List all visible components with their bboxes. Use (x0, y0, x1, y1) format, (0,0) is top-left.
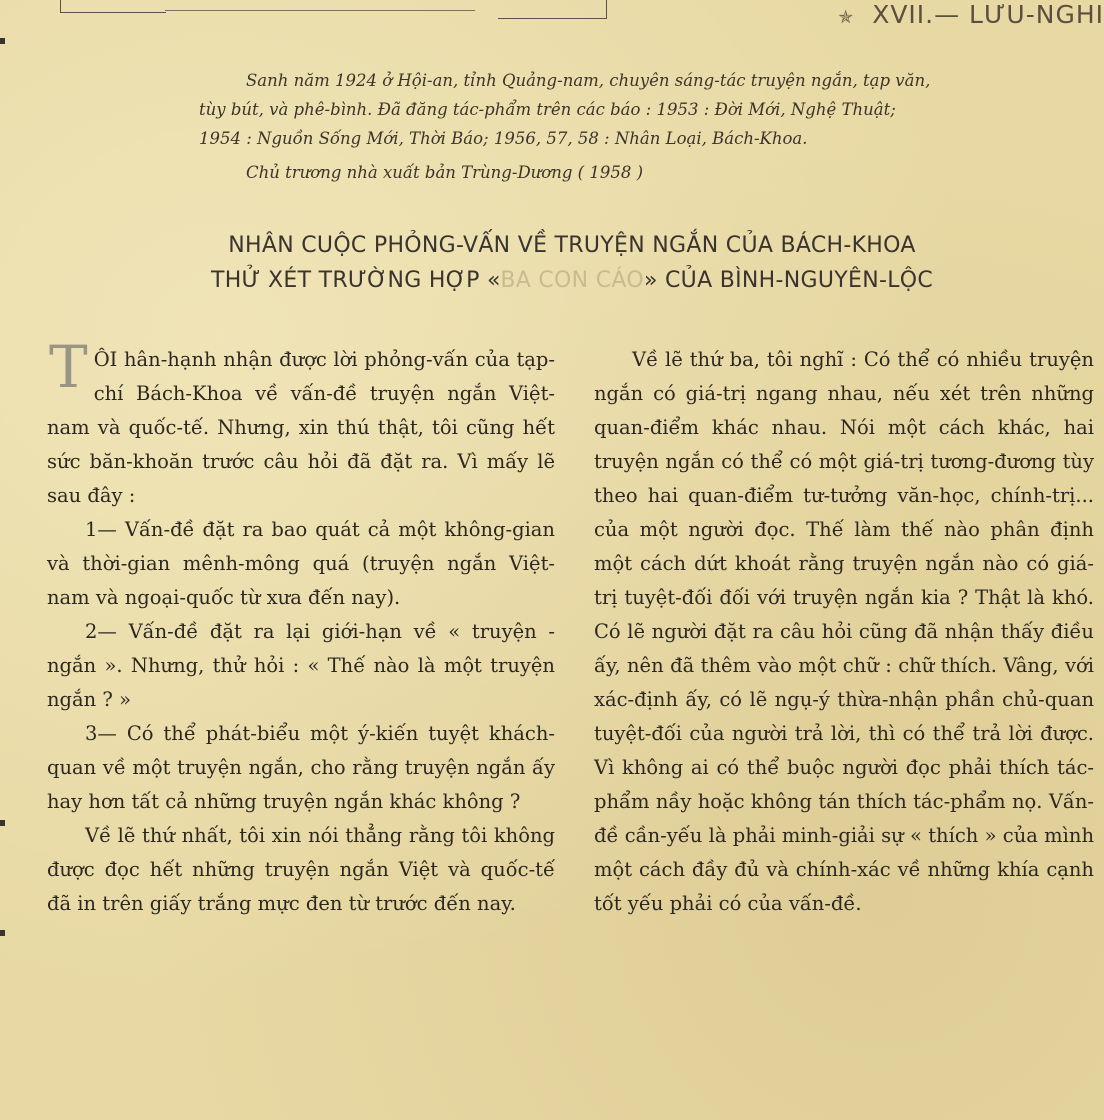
paragraph: 3— Có thể phát-biểu một ý-kiến tuyệt khách-quan về một truyện ngắn, cho rằng truyện ngắn ấy hay hơn tất cả những truyện ngắn khác không ? (47, 722, 555, 813)
title-prefix: THỬ XÉT TRƯỜNG HỢP « (210, 268, 501, 293)
header-rule-left (60, 0, 166, 13)
right-column (594, 343, 1094, 921)
paragraph: 1— Vấn-đề đặt ra bao quát cả một không-gian và thời-gian mênh-mông quá (truyện ngắn Việt-nam và ngoại-quốc từ xưa đến nay). (47, 518, 555, 609)
margin-mark (0, 930, 5, 936)
paragraph (47, 333, 555, 513)
left-column (47, 333, 555, 921)
title-suffix: » CỦA BÌNH-NGUYÊN-LỘC (643, 268, 934, 293)
paragraph-text: ÔI hân-hạnh nhận được lời phỏng-vấn của tạp-chí Bách-Khoa về vấn-đề truyện ngắn Việt-nam và quốc-tế. Nhưng, xin thú thật, tôi cũng hết sức băn-khoăn trước câu hỏi đã đặt ra. Vì mấy lẽ sau đây : (47, 348, 555, 507)
paragraph: 2— Vấn-đề đặt ra lại giới-hạn về « truyện - ngắn ». Nhưng, thử hỏi : « Thế nào là một truyện ngắn ? » (47, 620, 555, 711)
title-faded: BA CON CÁO (500, 268, 644, 293)
bio-line-1: Sanh năm 1924 ở Hội-an, tỉnh Quảng-nam, chuyên sáng-tác truyện ngắn, tạp văn, (246, 71, 931, 90)
bio-line-4: Chủ trương nhà xuất bản Trùng-Dương ( 1958 ) (246, 163, 644, 182)
paragraph: Về lẽ thứ nhất, tôi xin nói thẳng rằng tôi không được đọc hết những truyện ngắn Việt và quốc-tế đã in trên giấy trắng mực đen từ trước đến nay. (47, 824, 555, 915)
paragraph: Về lẽ thứ ba, tôi nghĩ : Có thể có nhiều truyện ngắn có giá-trị ngang nhau, nếu xét trên những quan-điểm khác nhau. Nói một cách khác, hai truyện ngắn có thể có một giá-trị tương-đương tùy theo hai quan-điểm tư-tưởng văn-học, chính-trị... của một người đọc. Thế làm thế nào phân định một cách dứt khoát rằng truyện ngắn nào có giá-trị tuyệt-đối đối với truyện ngắn kia ? Thật là khó. Có lẽ người đặt ra câu hỏi cũng đã nhận thấy điều ấy, nên đã thêm vào một chữ : chữ thích. Vâng, với xác-định ấy, có lẽ ngụ-ý thừa-nhận phần chủ-quan tuyệt-đối của người trả lời, thì có thể trả lời được. Vì không ai có thể buộc người đọc phải thích tác-phẩm nầy hoặc không tán thích tác-phẩm nọ. Vấn-đề cần-yếu là phải minh-giải sự « thích » của mình một cách đầy đủ và chính-xác về những khía cạnh tốt yếu phải có của vấn-đề. (594, 348, 1094, 915)
margin-mark (0, 38, 5, 44)
chapter-label: XVII.— LƯU-NGHI (872, 0, 1104, 29)
drop-cap: T (49, 333, 88, 401)
header-rule-thin (165, 10, 475, 11)
bio-line-3: 1954 : Nguồn Sống Mới, Thời Báo; 1956, 57, 58 : Nhân Loại, Bách-Khoa. (199, 129, 808, 148)
header-rule-mid (498, 0, 607, 19)
article-title-line-2 (20, 268, 1104, 293)
bio-line-2: tùy bút, và phê-bình. Đã đăng tác-phẩm trên các báo : 1953 : Đời Mới, Nghệ Thuật; (199, 100, 896, 119)
margin-mark (0, 820, 5, 826)
article-title-line-1: NHÂN CUỘC PHỎNG-VẤN VỀ TRUYỆN NGẮN CỦA BÁCH-KHOA (228, 233, 916, 258)
star-icon: ✯ (838, 7, 855, 28)
chapter-heading (838, 0, 1104, 34)
